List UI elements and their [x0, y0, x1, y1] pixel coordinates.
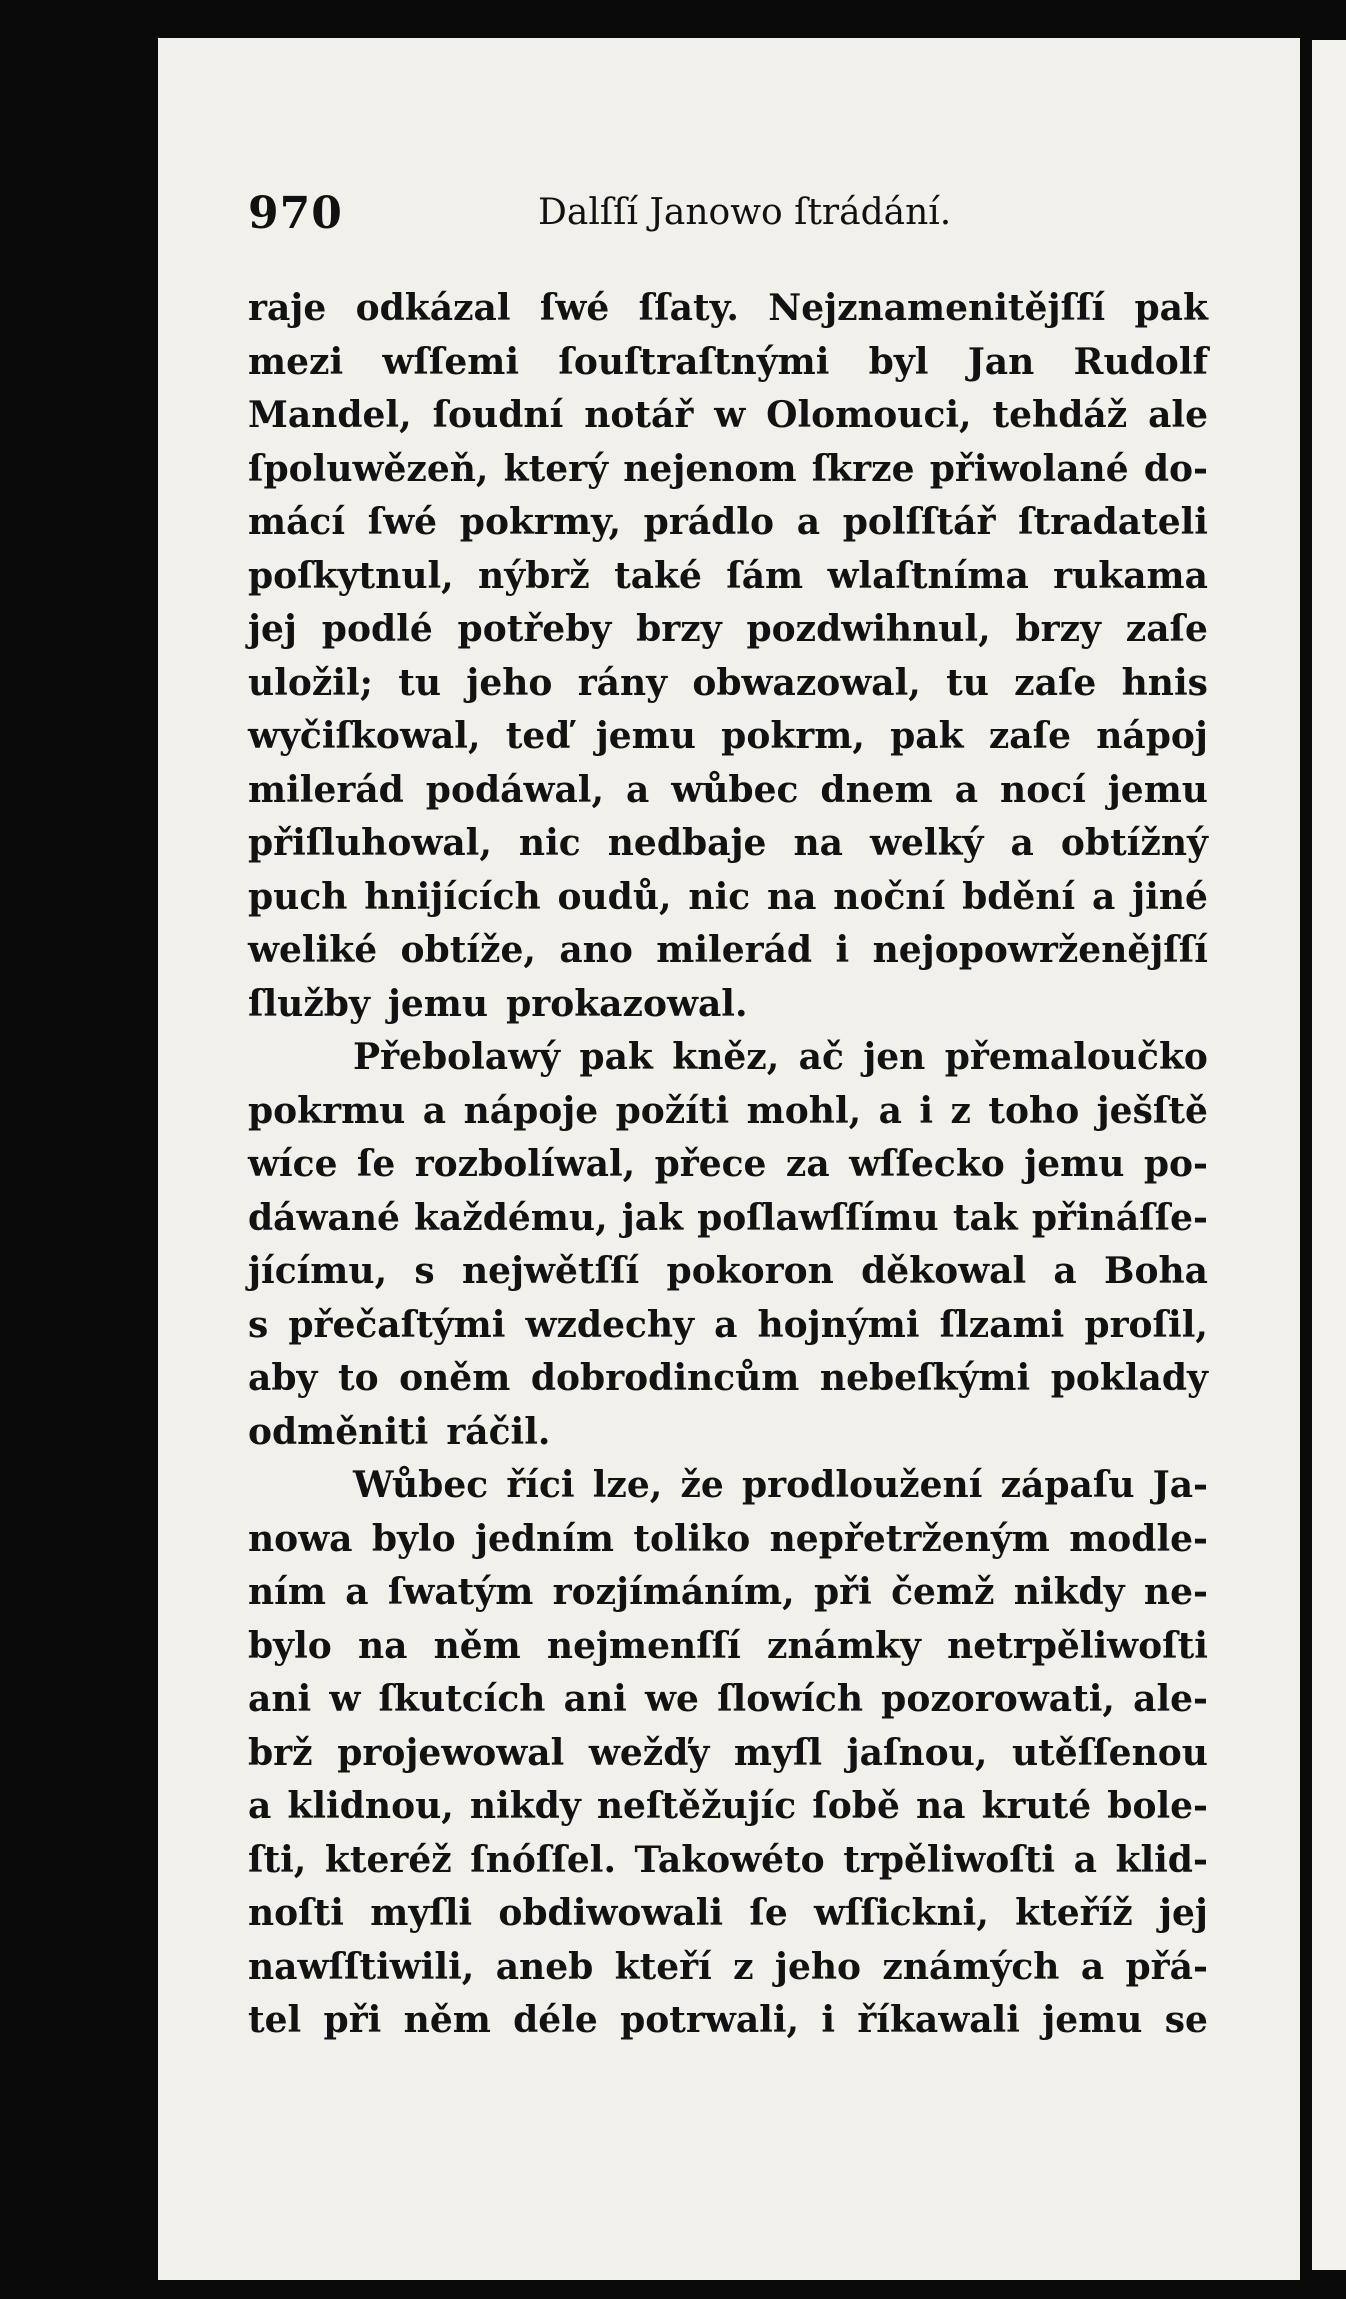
word: ſkrze — [811, 447, 915, 490]
text-line — [248, 1887, 1208, 1941]
word: uložil; — [248, 661, 373, 704]
word: kteréž — [324, 1838, 452, 1881]
word: jeho — [466, 661, 553, 704]
text-line — [248, 1780, 1208, 1834]
running-head: Dalſſí Janowo ſtrádání. — [538, 192, 952, 233]
word: zaſe — [1014, 661, 1097, 704]
word: pak — [579, 1036, 653, 1078]
word: jaſnou, — [846, 1731, 988, 1774]
word: tu — [946, 661, 989, 704]
word: poklady — [1050, 1357, 1208, 1399]
word: pozorowati, — [881, 1678, 1115, 1720]
word: na — [766, 875, 817, 918]
word: také — [614, 554, 702, 597]
word: ač — [798, 1036, 844, 1078]
word: a — [954, 768, 979, 811]
word: ſobě — [812, 1785, 900, 1827]
word: nowa — [248, 1517, 353, 1560]
word: tel — [248, 1999, 302, 2041]
word: kruté — [981, 1785, 1092, 1827]
word: přá- — [1125, 1945, 1208, 1988]
text-line — [248, 1031, 1208, 1085]
word: w — [714, 394, 746, 436]
word: ſoudní — [432, 394, 564, 436]
word: nápoje — [463, 1089, 599, 1132]
word: milerád — [656, 929, 813, 971]
word: na — [915, 1785, 966, 1827]
word: čemž — [891, 1571, 995, 1613]
word: odměniti — [248, 1410, 429, 1453]
text-line — [248, 1459, 1208, 1513]
word: přečaſtými — [288, 1303, 506, 1346]
word: Rudolf — [1073, 340, 1208, 383]
word: za — [785, 1143, 830, 1185]
word: obtížný — [1060, 822, 1208, 864]
word: hnis — [1121, 661, 1208, 704]
text-line — [248, 496, 1208, 550]
word: nejmenſſí — [546, 1624, 741, 1667]
word: se — [1164, 1999, 1208, 2041]
word: Olomouci, — [766, 394, 972, 436]
word: jemu — [1024, 1143, 1125, 1185]
adjacent-page-edge — [1312, 40, 1346, 2270]
text-line — [248, 1085, 1208, 1139]
word: brž — [248, 1731, 313, 1774]
text-line — [248, 1566, 1208, 1620]
word: nepřetrženým — [769, 1517, 1050, 1560]
word: jícímu, — [248, 1250, 388, 1292]
text-line — [248, 871, 1208, 925]
word: a — [248, 1785, 272, 1827]
word: a — [345, 1571, 369, 1613]
word: pozdwihnul, — [746, 608, 991, 650]
word: dáwané — [248, 1196, 400, 1239]
word: jak — [621, 1196, 684, 1239]
word: jemu — [387, 982, 489, 1025]
word: wůbec — [671, 768, 799, 811]
word: wſſemi — [382, 340, 520, 383]
word: wſſickni, — [814, 1892, 989, 1934]
word: po- — [1143, 1143, 1208, 1185]
word: něm — [403, 1999, 491, 2041]
word: mácí — [248, 501, 346, 543]
word: prádlo — [643, 501, 774, 543]
word: a — [714, 1303, 738, 1346]
word: ſlužby — [248, 982, 370, 1025]
word: milerád — [248, 768, 404, 811]
word: bylo — [248, 1624, 332, 1667]
word: ſpoluwězeň, — [248, 447, 489, 490]
word: utěſſenou — [1011, 1731, 1208, 1774]
word: mohl, — [746, 1089, 862, 1132]
word: jen — [863, 1036, 926, 1078]
text-line — [248, 389, 1208, 443]
word: oněm — [399, 1357, 511, 1399]
text-line — [248, 336, 1208, 390]
text-line — [248, 282, 1208, 336]
word: to — [337, 1357, 379, 1399]
word: na — [357, 1624, 408, 1667]
word: wlaſtníma — [827, 554, 1029, 597]
word: prokazowal. — [506, 982, 748, 1025]
word: přináſſe- — [1031, 1196, 1208, 1239]
word: kteří — [614, 1945, 712, 1988]
word: hojnými — [757, 1303, 920, 1346]
word: ano — [559, 929, 633, 971]
word: wežďy — [588, 1731, 710, 1774]
word: rozjímáním, — [552, 1571, 795, 1613]
word: ſe — [356, 1143, 396, 1185]
word: ale — [1148, 394, 1208, 436]
word: a — [878, 1089, 902, 1132]
word: ſwé — [539, 287, 610, 329]
page-header — [248, 188, 1308, 248]
word: w — [329, 1678, 361, 1720]
word: toho — [988, 1089, 1080, 1132]
text-line — [248, 550, 1208, 604]
word: raje — [248, 287, 327, 329]
text-line — [248, 1834, 1208, 1888]
word: toliko — [633, 1517, 751, 1560]
word: lze, — [592, 1464, 663, 1506]
word: jemu — [1042, 1999, 1143, 2041]
word: přiſluhowal, — [248, 822, 492, 864]
word: pokrm, — [721, 715, 865, 757]
word: jemu — [1107, 768, 1208, 811]
word: Boha — [1104, 1250, 1208, 1292]
word: ſe — [749, 1892, 788, 1934]
word: ſwé — [367, 501, 438, 543]
text-line — [248, 924, 1208, 978]
word: kněz, — [672, 1036, 780, 1078]
word: aby — [248, 1357, 318, 1399]
word: myſl — [733, 1731, 823, 1774]
word: bole- — [1107, 1785, 1208, 1827]
word: ſlzami — [939, 1303, 1065, 1346]
word: jemu — [595, 715, 696, 757]
word: notář — [584, 394, 694, 436]
word: nawſſtiwili, — [248, 1945, 475, 1988]
word: známých — [882, 1945, 1060, 1988]
word: pak — [890, 715, 964, 757]
word: i — [835, 929, 850, 971]
word: pokoron — [666, 1250, 834, 1292]
word: potrwali, — [620, 1999, 800, 2041]
word: který — [503, 447, 609, 490]
word: mezi — [248, 340, 344, 383]
text-line — [248, 1138, 1208, 1192]
word: každému, — [414, 1196, 608, 1239]
page-number: 970 — [248, 188, 343, 239]
text-line — [248, 1352, 1208, 1406]
word: ſti, — [248, 1838, 307, 1881]
word: ani — [248, 1678, 312, 1720]
text-line — [248, 1192, 1208, 1246]
word: welký — [870, 822, 984, 864]
word: myſli — [370, 1892, 473, 1934]
word: přemaloučko — [944, 1036, 1208, 1078]
text-line — [248, 1245, 1208, 1299]
word: tehdáž — [992, 394, 1128, 436]
word: známky — [767, 1624, 921, 1667]
word: wſſecko — [849, 1143, 1005, 1185]
word: brzy — [1015, 608, 1101, 650]
text-line — [248, 603, 1208, 657]
word: při — [323, 1999, 382, 2041]
word: ſkutcích — [378, 1678, 546, 1720]
word: Takowéto — [634, 1838, 825, 1881]
word: a — [625, 768, 650, 811]
body-text — [248, 282, 1208, 2048]
word: jiné — [1132, 875, 1208, 918]
word: zaſe — [988, 715, 1071, 757]
word: Jan — [967, 340, 1035, 383]
word: i — [821, 1999, 836, 2041]
word: puch — [248, 875, 348, 918]
word: pokrmu — [248, 1089, 406, 1132]
word: něm — [433, 1624, 521, 1667]
word: nikdy — [469, 1785, 581, 1827]
word: podlé — [321, 608, 433, 650]
word: wyčiſkowal, — [248, 715, 481, 757]
word: wzdechy — [525, 1303, 695, 1346]
word: aneb — [495, 1945, 594, 1988]
word: weliké — [248, 929, 378, 971]
word: brzy — [636, 608, 722, 650]
word: byl — [868, 340, 929, 383]
word: netrpěliwoſti — [947, 1624, 1208, 1667]
word: že — [680, 1464, 724, 1506]
word: přece — [654, 1143, 767, 1185]
word: a — [796, 501, 821, 543]
word: Wůbec — [353, 1464, 489, 1506]
word: a — [422, 1089, 447, 1132]
word: bdění — [962, 875, 1076, 918]
word: podáwal, — [425, 768, 604, 811]
text-line — [248, 710, 1208, 764]
word: jeho — [774, 1945, 862, 1988]
word: nápoj — [1096, 715, 1208, 757]
text-line — [248, 1299, 1208, 1353]
word: pak — [1134, 287, 1208, 329]
word: déle — [513, 1999, 598, 2041]
word: požíti — [615, 1089, 730, 1132]
text-line — [248, 1673, 1208, 1727]
word: rozbolíwal, — [414, 1143, 636, 1185]
word: říkawali — [857, 1999, 1020, 2041]
word: nocí — [1000, 768, 1086, 811]
word: ráčil. — [446, 1410, 551, 1453]
word: klid- — [1115, 1838, 1208, 1881]
word: neſtěžujíc — [596, 1785, 797, 1827]
word: obtíže, — [400, 929, 536, 971]
word: do- — [1143, 447, 1208, 490]
word: nikdy — [1013, 1571, 1125, 1613]
word: s — [248, 1303, 269, 1346]
word: ſwatým — [387, 1571, 534, 1613]
word: noční — [833, 875, 946, 918]
word: jej — [248, 608, 297, 650]
word: Nejznamenitějſſí — [768, 287, 1106, 329]
word: i — [919, 1089, 934, 1132]
word: při — [813, 1571, 872, 1613]
word: obdiwowali — [498, 1892, 724, 1934]
word: a — [1080, 1945, 1105, 1988]
word: proſil, — [1084, 1303, 1208, 1346]
word: ním — [248, 1571, 326, 1613]
text-line — [248, 1994, 1208, 2048]
word: ani — [563, 1678, 627, 1720]
word: rukama — [1053, 554, 1208, 597]
text-line — [248, 1620, 1208, 1674]
word: obwazowal, — [692, 661, 921, 704]
word: nic — [518, 822, 581, 864]
word: oudů, — [557, 875, 672, 918]
text-line — [248, 817, 1208, 871]
word: zápaſu — [1000, 1464, 1135, 1506]
text-line — [248, 978, 1208, 1032]
word: poſkytnul, — [248, 554, 454, 597]
word: ne- — [1143, 1571, 1208, 1613]
word: hnijících — [364, 875, 541, 918]
word: ſouſtraſtnými — [558, 340, 830, 383]
word: na — [793, 822, 843, 864]
word: nejopowrženějſſí — [872, 929, 1208, 971]
word: pokrmy, — [459, 501, 621, 543]
word: nejenom — [623, 447, 797, 490]
word: z — [733, 1945, 754, 1988]
word: nýbrž — [478, 554, 590, 597]
word: ſám — [726, 554, 804, 597]
word: we — [644, 1678, 699, 1720]
word: z — [950, 1089, 971, 1132]
word: tu — [398, 661, 442, 704]
text-line — [248, 1513, 1208, 1567]
word: poſlawſſímu — [697, 1196, 939, 1239]
word: wíce — [248, 1143, 338, 1185]
word: Mandel, — [248, 394, 412, 436]
word: děkowal — [861, 1250, 1027, 1292]
word: ſnóſſel. — [470, 1838, 616, 1881]
word: a — [1053, 1250, 1077, 1292]
word: trpěliwoſti — [843, 1838, 1056, 1881]
word: zaſe — [1125, 608, 1208, 650]
word: rány — [577, 661, 668, 704]
word: nejwětſſí — [461, 1250, 640, 1292]
word: tak — [952, 1196, 1018, 1239]
word: dobrodincům — [530, 1357, 800, 1399]
text-line — [248, 657, 1208, 711]
word: polſſtář — [842, 501, 996, 543]
word: ješſtě — [1096, 1089, 1208, 1132]
word: ſlowích — [717, 1678, 863, 1720]
word: noſti — [248, 1892, 344, 1934]
word: nic — [688, 875, 751, 918]
text-line — [248, 1727, 1208, 1781]
word: teď — [505, 715, 571, 757]
word: a — [1092, 875, 1116, 918]
word: a — [1073, 1838, 1097, 1881]
word: potřeby — [457, 608, 612, 650]
text-line — [248, 1941, 1208, 1995]
text-line — [248, 443, 1208, 497]
text-line — [248, 764, 1208, 818]
word: jedním — [474, 1517, 614, 1560]
word: projewowal — [337, 1731, 565, 1774]
word: prodloužení — [742, 1464, 983, 1506]
word: klidnou, — [287, 1785, 454, 1827]
word: přiwolané — [929, 447, 1129, 490]
word: ale- — [1133, 1678, 1208, 1720]
word: kteříž — [1015, 1892, 1133, 1934]
text-line — [248, 1406, 1208, 1460]
word: nedbaje — [607, 822, 767, 864]
word: modle- — [1069, 1517, 1208, 1560]
word: Přebolawý — [353, 1036, 561, 1078]
word: jej — [1158, 1892, 1208, 1934]
word: říci — [506, 1464, 575, 1506]
word: odkázal — [355, 287, 511, 329]
word: ſſaty. — [638, 287, 739, 329]
word: ſtradateli — [1018, 501, 1208, 543]
word: dnem — [820, 768, 933, 811]
word: a — [1010, 822, 1034, 864]
word: bylo — [371, 1517, 456, 1560]
word: s — [414, 1250, 435, 1292]
word: nebeſkými — [819, 1357, 1031, 1399]
word: Ja- — [1152, 1464, 1208, 1506]
